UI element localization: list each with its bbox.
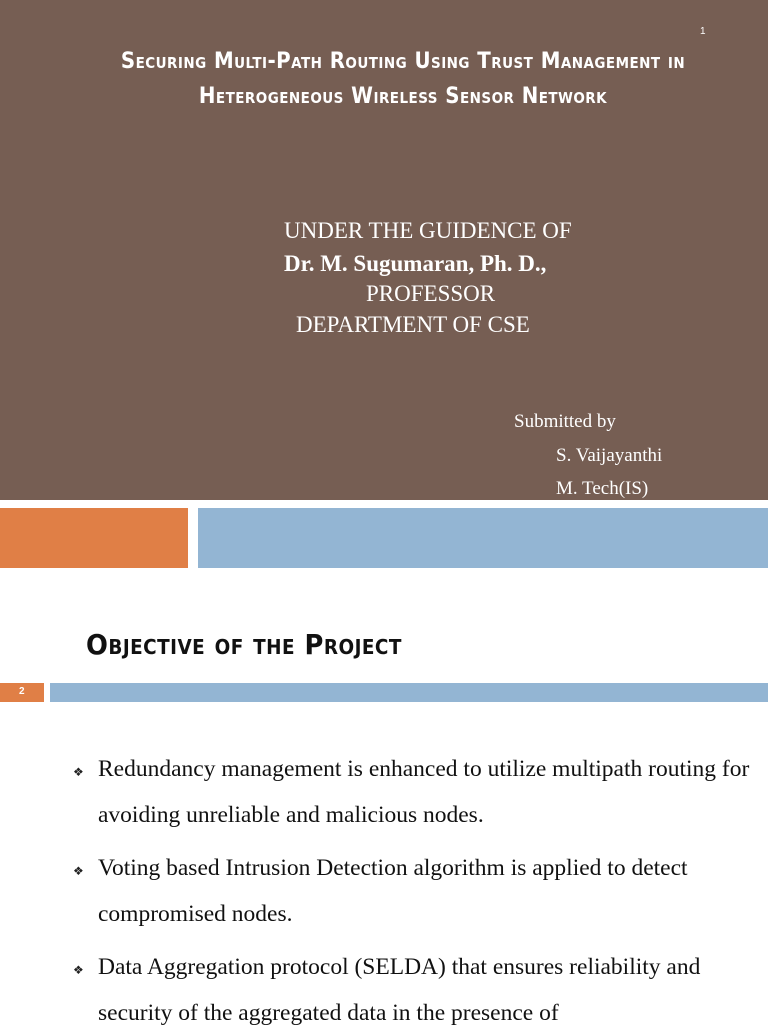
bullet-diamond-icon: ❖ (73, 864, 84, 878)
title-slide (0, 0, 768, 500)
guide-name: Dr. M. Sugumaran, Ph. D., (284, 251, 547, 276)
slide-heading: Objective of the Project (86, 628, 402, 661)
student-degree: M. Tech(IS) (556, 478, 649, 499)
guide-department: DEPARTMENT OF CSE (296, 312, 530, 337)
guidance-label: UNDER THE GUIDENCE OF (284, 218, 572, 243)
slide-number: 2 (19, 686, 25, 697)
bullet-item: Redundancy management is enhanced to utilize multipath routing for avoiding unreliable and malicious nodes. (98, 756, 750, 828)
slide-number: 1 (700, 26, 706, 37)
student-name: S. Vaijayanthi (556, 445, 663, 466)
bullet-diamond-icon: ❖ (73, 765, 84, 779)
heading-rule-bar (50, 683, 768, 702)
bullet-item: Voting based Intrusion Detection algorithm is applied to detect compromised nodes. (98, 855, 688, 927)
bullet-diamond-icon: ❖ (73, 963, 84, 977)
bullet-item: Data Aggregation protocol (SELDA) that ensures reliability and security of the aggregated data in the presence of (98, 954, 701, 1026)
submitted-by-label: Submitted by (514, 411, 616, 432)
guide-title: PROFESSOR (366, 281, 496, 306)
slide-number-badge (0, 683, 44, 702)
presentation-title: Securing Multi-Path Routing Using Trust Management in Heterogeneous Wireless Sensor Network (120, 49, 686, 109)
accent-bar-orange (0, 508, 188, 568)
accent-bar-blue (198, 508, 768, 568)
